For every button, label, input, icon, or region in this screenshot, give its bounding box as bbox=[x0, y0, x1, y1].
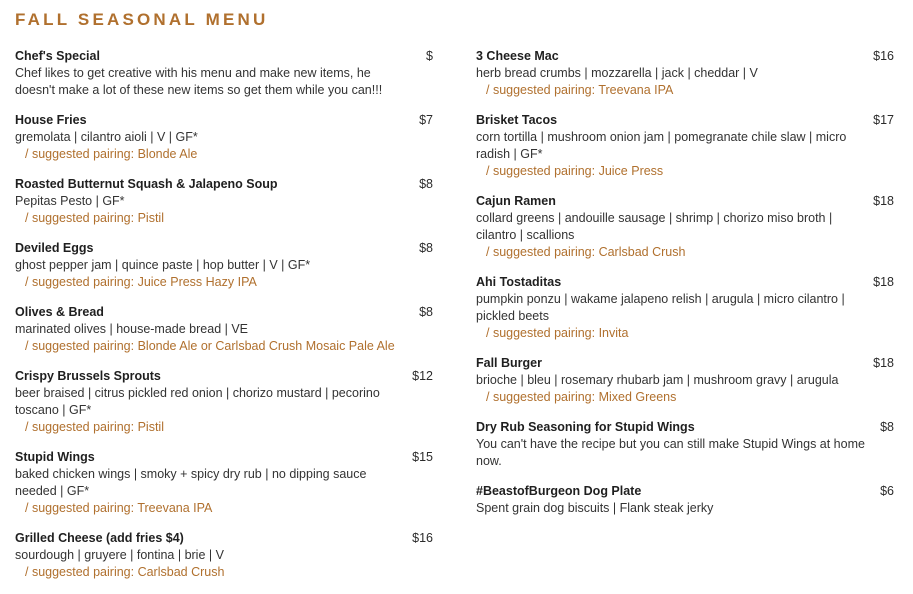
item-price: $7 bbox=[419, 113, 433, 127]
item-pairing: / suggested pairing: Invita bbox=[486, 326, 629, 340]
menu-item-grilled-cheese bbox=[15, 530, 433, 581]
item-price: $15 bbox=[412, 450, 433, 464]
item-price: $18 bbox=[873, 275, 894, 289]
menu-item-brisket-tacos bbox=[476, 112, 894, 180]
item-name: Dry Rub Seasoning for Stupid Wings bbox=[476, 420, 695, 434]
item-price: $16 bbox=[412, 531, 433, 545]
item-pairing: / suggested pairing: Blonde Ale or Carlsbad Crush Mosaic Pale Ale bbox=[25, 339, 395, 353]
item-pairing: / suggested pairing: Pistil bbox=[25, 211, 164, 225]
menu-item-chefs-special bbox=[15, 48, 433, 99]
item-pairing: / suggested pairing: Blonde Ale bbox=[25, 147, 198, 161]
item-name: Fall Burger bbox=[476, 356, 542, 370]
item-name: Cajun Ramen bbox=[476, 194, 556, 208]
item-pairing: / suggested pairing: Juice Press Hazy IPA bbox=[25, 275, 257, 289]
item-price: $ bbox=[426, 49, 433, 63]
menu-item-stupid-wings bbox=[15, 449, 433, 517]
menu-item-ahi-tostaditas bbox=[476, 274, 894, 342]
item-description: You can't have the recipe but you can still make Stupid Wings at home now. bbox=[476, 437, 865, 468]
item-price: $8 bbox=[419, 177, 433, 191]
item-description: corn tortilla | mushroom onion jam | pomegranate chile slaw | micro radish | GF* bbox=[476, 130, 847, 161]
menu-item-brussels-sprouts bbox=[15, 368, 433, 436]
item-price: $18 bbox=[873, 356, 894, 370]
item-description: Pepitas Pesto | GF* bbox=[15, 194, 125, 208]
item-description: collard greens | andouille sausage | shrimp | chorizo miso broth | cilantro | scallions bbox=[476, 211, 833, 242]
item-description: gremolata | cilantro aioli | V | GF* bbox=[15, 130, 198, 144]
item-name: Ahi Tostaditas bbox=[476, 275, 562, 289]
menu-item-3-cheese-mac bbox=[476, 48, 894, 99]
item-name: Deviled Eggs bbox=[15, 241, 94, 255]
item-pairing: / suggested pairing: Treevana IPA bbox=[25, 501, 213, 515]
item-description: herb bread crumbs | mozzarella | jack | cheddar | V bbox=[476, 66, 758, 80]
item-description: marinated olives | house-made bread | VE bbox=[15, 322, 249, 336]
item-description: brioche | bleu | rosemary rhubarb jam | mushroom gravy | arugula bbox=[476, 373, 839, 387]
item-description: beer braised | citrus pickled red onion | chorizo mustard | pecorino toscano | GF* bbox=[15, 386, 380, 417]
item-price: $8 bbox=[419, 241, 433, 255]
menu-item-deviled-eggs bbox=[15, 240, 433, 291]
item-pairing: / suggested pairing: Pistil bbox=[25, 420, 164, 434]
item-name: Chef's Special bbox=[15, 49, 100, 63]
item-name: Stupid Wings bbox=[15, 450, 95, 464]
item-price: $12 bbox=[412, 369, 433, 383]
item-price: $6 bbox=[880, 484, 894, 498]
item-pairing: / suggested pairing: Mixed Greens bbox=[486, 390, 677, 404]
menu-column-right bbox=[476, 48, 894, 530]
item-name: Olives & Bread bbox=[15, 305, 104, 319]
item-name: Crispy Brussels Sprouts bbox=[15, 369, 161, 383]
item-name: Grilled Cheese (add fries $4) bbox=[15, 531, 184, 545]
item-description: ghost pepper jam | quince paste | hop butter | V | GF* bbox=[15, 258, 311, 272]
item-name: #BeastofBurgeon Dog Plate bbox=[476, 484, 642, 498]
item-description: Chef likes to get creative with his menu and make new items, he doesn't make a lot of these new items so get them while you can!!! bbox=[15, 66, 383, 97]
item-price: $18 bbox=[873, 194, 894, 208]
menu-item-cajun-ramen bbox=[476, 193, 894, 261]
menu-column-left bbox=[15, 48, 433, 594]
item-name: House Fries bbox=[15, 113, 87, 127]
item-description: baked chicken wings | smoky + spicy dry rub | no dipping sauce needed | GF* bbox=[15, 467, 367, 498]
item-price: $8 bbox=[880, 420, 894, 434]
item-name: 3 Cheese Mac bbox=[476, 49, 559, 63]
item-pairing: / suggested pairing: Carlsbad Crush bbox=[25, 565, 225, 579]
menu-item-butternut-soup bbox=[15, 176, 433, 227]
menu-item-house-fries bbox=[15, 112, 433, 163]
menu-item-dog-plate bbox=[476, 483, 894, 517]
item-pairing: / suggested pairing: Treevana IPA bbox=[486, 83, 674, 97]
item-name: Roasted Butternut Squash & Jalapeno Soup bbox=[15, 177, 278, 191]
item-description: pumpkin ponzu | wakame jalapeno relish | arugula | micro cilantro | pickled beets bbox=[476, 292, 845, 323]
item-description: sourdough | gruyere | fontina | brie | V bbox=[15, 548, 224, 562]
item-price: $8 bbox=[419, 305, 433, 319]
menu-item-dry-rub-seasoning bbox=[476, 419, 894, 470]
item-pairing: / suggested pairing: Carlsbad Crush bbox=[486, 245, 686, 259]
menu-item-fall-burger bbox=[476, 355, 894, 406]
item-description: Spent grain dog biscuits | Flank steak jerky bbox=[476, 501, 714, 515]
item-price: $16 bbox=[873, 49, 894, 63]
item-name: Brisket Tacos bbox=[476, 113, 558, 127]
item-pairing: / suggested pairing: Juice Press bbox=[486, 164, 664, 178]
menu-title: FALL SEASONAL MENU bbox=[15, 10, 269, 29]
menu-item-olives-bread bbox=[15, 304, 433, 355]
item-price: $17 bbox=[873, 113, 894, 127]
